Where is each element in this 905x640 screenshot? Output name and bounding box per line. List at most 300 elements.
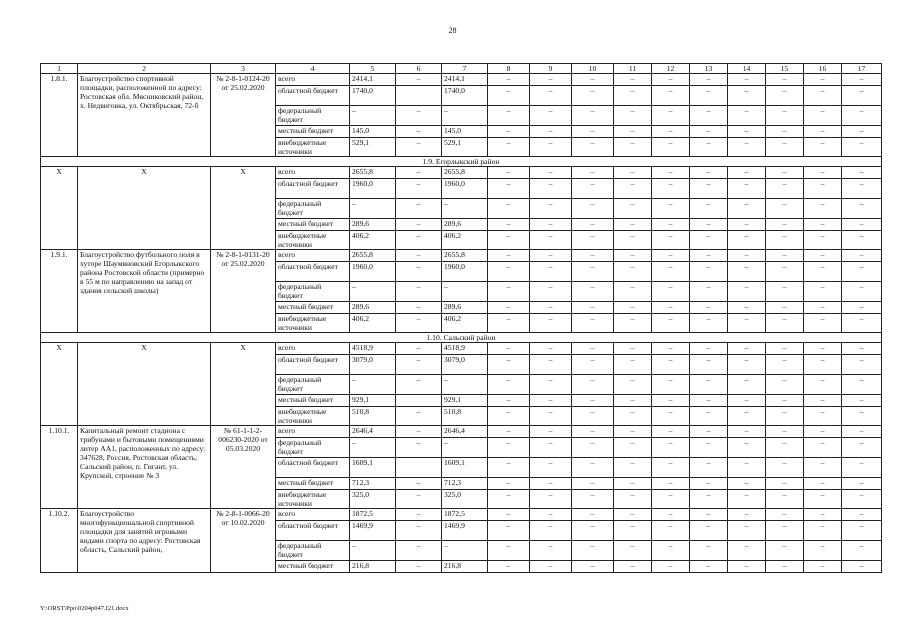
amount-c5: – (350, 541, 396, 561)
amount-c5: – (350, 375, 396, 395)
empty-dash-cell: – (804, 343, 842, 355)
amount-c6: – (396, 262, 442, 282)
empty-dash-cell: – (690, 490, 728, 509)
empty-dash-cell: – (652, 355, 690, 375)
amount-c6: – (396, 438, 442, 458)
empty-dash-cell: – (488, 343, 530, 355)
column-header-1: 1 (41, 64, 78, 74)
empty-dash-cell: – (614, 167, 652, 179)
amount-c6: – (396, 219, 442, 231)
empty-dash-cell: – (652, 74, 690, 86)
empty-dash-cell: – (728, 355, 766, 375)
empty-dash-cell: – (614, 126, 652, 138)
page-number: 28 (448, 26, 457, 35)
empty-dash-cell: – (766, 478, 804, 490)
empty-dash-cell: – (690, 199, 728, 219)
empty-dash-cell: – (614, 199, 652, 219)
amount-c5: 3079,0 (350, 355, 396, 375)
empty-dash-cell: – (690, 561, 728, 573)
section-header-row (41, 333, 882, 343)
amount-c7: – (442, 199, 488, 219)
empty-dash-cell: – (614, 458, 652, 478)
amount-c7: 289,6 (442, 302, 488, 314)
amount-c7: – (442, 282, 488, 302)
amount-c6: – (396, 302, 442, 314)
empty-dash-cell: – (488, 375, 530, 395)
column-header-12: 12 (652, 64, 690, 74)
empty-dash-cell: – (614, 138, 652, 157)
empty-dash-cell: – (690, 167, 728, 179)
item-number-cell: Х (41, 343, 78, 426)
amount-c7: 510,8 (442, 407, 488, 426)
empty-dash-cell: – (614, 231, 652, 250)
amount-c7: – (442, 375, 488, 395)
empty-dash-cell: – (572, 426, 614, 438)
amount-c6: – (396, 478, 442, 490)
empty-dash-cell: – (804, 302, 842, 314)
empty-dash-cell: – (572, 375, 614, 395)
table-row (41, 250, 882, 262)
column-header-16: 16 (804, 64, 842, 74)
empty-dash-cell: – (572, 490, 614, 509)
empty-dash-cell: – (842, 355, 882, 375)
empty-dash-cell: – (690, 521, 728, 541)
empty-dash-cell: – (842, 426, 882, 438)
column-header-3: 3 (211, 64, 276, 74)
empty-dash-cell: – (572, 509, 614, 521)
file-path-footer: Y:\ORST\Ppo\0204p047.f21.docx (40, 605, 129, 612)
empty-dash-cell: – (488, 521, 530, 541)
empty-dash-cell: – (572, 438, 614, 458)
empty-dash-cell: – (842, 438, 882, 458)
empty-dash-cell: – (728, 438, 766, 458)
empty-dash-cell: – (804, 407, 842, 426)
empty-dash-cell: – (842, 478, 882, 490)
funding-source-label: всего (276, 167, 350, 179)
empty-dash-cell: – (728, 458, 766, 478)
empty-dash-cell: – (842, 375, 882, 395)
section-title: 1.10. Сальский район (41, 333, 882, 343)
empty-dash-cell: – (728, 179, 766, 199)
empty-dash-cell: – (690, 478, 728, 490)
empty-dash-cell: – (804, 86, 842, 106)
empty-dash-cell: – (728, 490, 766, 509)
empty-dash-cell: – (728, 521, 766, 541)
empty-dash-cell: – (652, 179, 690, 199)
empty-dash-cell: – (804, 126, 842, 138)
empty-dash-cell: – (728, 199, 766, 219)
empty-dash-cell: – (530, 438, 572, 458)
table-body (41, 64, 882, 573)
table-row (41, 343, 882, 355)
empty-dash-cell: – (842, 106, 882, 126)
empty-dash-cell: – (614, 426, 652, 438)
funding-source-label: областной бюджет (276, 458, 350, 478)
empty-dash-cell: – (690, 343, 728, 355)
empty-dash-cell: – (804, 314, 842, 333)
item-number-cell: 1.10.1. (41, 426, 78, 509)
amount-c5: 1872,5 (350, 509, 396, 521)
empty-dash-cell: – (842, 395, 882, 407)
item-description-cell: Х (78, 167, 211, 250)
amount-c5: 2655,8 (350, 250, 396, 262)
amount-c6: – (396, 138, 442, 157)
column-header-7: 7 (442, 64, 488, 74)
document-number-cell: № 61-1-1-2-006230-2020 от 05.03.2020 (211, 426, 276, 509)
amount-c5: – (350, 282, 396, 302)
empty-dash-cell: – (842, 541, 882, 561)
empty-dash-cell: – (804, 282, 842, 302)
empty-dash-cell: – (614, 478, 652, 490)
empty-dash-cell: – (614, 282, 652, 302)
empty-dash-cell: – (766, 179, 804, 199)
column-number-header (41, 64, 882, 74)
column-header-6: 6 (396, 64, 442, 74)
empty-dash-cell: – (572, 407, 614, 426)
amount-c5: – (350, 438, 396, 458)
item-number-cell: 1.9.1. (41, 250, 78, 333)
funding-source-label: всего (276, 250, 350, 262)
empty-dash-cell: – (766, 314, 804, 333)
empty-dash-cell: – (766, 167, 804, 179)
empty-dash-cell: – (652, 490, 690, 509)
empty-dash-cell: – (488, 314, 530, 333)
empty-dash-cell: – (530, 509, 572, 521)
empty-dash-cell: – (842, 302, 882, 314)
empty-dash-cell: – (690, 74, 728, 86)
empty-dash-cell: – (804, 138, 842, 157)
empty-dash-cell: – (690, 262, 728, 282)
column-header-15: 15 (766, 64, 804, 74)
empty-dash-cell: – (530, 314, 572, 333)
empty-dash-cell: – (804, 426, 842, 438)
empty-dash-cell: – (488, 395, 530, 407)
empty-dash-cell: – (572, 282, 614, 302)
empty-dash-cell: – (652, 375, 690, 395)
amount-c7: 1469,9 (442, 521, 488, 541)
funding-source-label: внебюджетные источники (276, 490, 350, 509)
empty-dash-cell: – (766, 375, 804, 395)
empty-dash-cell: – (766, 395, 804, 407)
amount-c6: – (396, 314, 442, 333)
empty-dash-cell: – (804, 458, 842, 478)
empty-dash-cell: – (652, 219, 690, 231)
amount-c5: 929,1 (350, 395, 396, 407)
funding-source-label: местный бюджет (276, 395, 350, 407)
amount-c5: – (350, 106, 396, 126)
amount-c7: 3079,0 (442, 355, 488, 375)
empty-dash-cell: – (728, 426, 766, 438)
empty-dash-cell: – (766, 561, 804, 573)
empty-dash-cell: – (530, 375, 572, 395)
empty-dash-cell: – (530, 407, 572, 426)
empty-dash-cell: – (766, 490, 804, 509)
empty-dash-cell: – (804, 478, 842, 490)
empty-dash-cell: – (652, 86, 690, 106)
amount-c7: 1960,0 (442, 262, 488, 282)
empty-dash-cell: – (488, 167, 530, 179)
empty-dash-cell: – (728, 86, 766, 106)
amount-c5: 406,2 (350, 231, 396, 250)
empty-dash-cell: – (766, 74, 804, 86)
empty-dash-cell: – (690, 179, 728, 199)
empty-dash-cell: – (572, 179, 614, 199)
empty-dash-cell: – (766, 438, 804, 458)
document-number-cell: № 2-8-1-0124-20 от 25.02.2020 (211, 74, 276, 157)
empty-dash-cell: – (572, 126, 614, 138)
empty-dash-cell: – (614, 74, 652, 86)
column-header-8: 8 (488, 64, 530, 74)
empty-dash-cell: – (728, 106, 766, 126)
empty-dash-cell: – (572, 458, 614, 478)
amount-c6: – (396, 106, 442, 126)
amount-c5: 289,6 (350, 219, 396, 231)
amount-c5: 1740,0 (350, 86, 396, 106)
empty-dash-cell: – (652, 199, 690, 219)
amount-c5: 2655,8 (350, 167, 396, 179)
empty-dash-cell: – (652, 126, 690, 138)
funding-source-label: федеральный бюджет (276, 106, 350, 126)
funding-source-label: местный бюджет (276, 302, 350, 314)
empty-dash-cell: – (530, 250, 572, 262)
column-header-10: 10 (572, 64, 614, 74)
column-header-17: 17 (842, 64, 882, 74)
amount-c6: – (396, 375, 442, 395)
empty-dash-cell: – (728, 126, 766, 138)
empty-dash-cell: – (572, 231, 614, 250)
empty-dash-cell: – (530, 355, 572, 375)
amount-c7: 216,8 (442, 561, 488, 573)
empty-dash-cell: – (530, 74, 572, 86)
empty-dash-cell: – (842, 199, 882, 219)
amount-c7: – (442, 438, 488, 458)
budget-table (40, 63, 882, 573)
empty-dash-cell: – (488, 179, 530, 199)
empty-dash-cell: – (842, 179, 882, 199)
empty-dash-cell: – (842, 521, 882, 541)
table-row (41, 426, 882, 438)
empty-dash-cell: – (804, 262, 842, 282)
amount-c5: 1609,1 (350, 458, 396, 478)
empty-dash-cell: – (766, 106, 804, 126)
empty-dash-cell: – (690, 302, 728, 314)
empty-dash-cell: – (530, 426, 572, 438)
document-number-cell: Х (211, 343, 276, 426)
empty-dash-cell: – (842, 343, 882, 355)
amount-c5: 216,8 (350, 561, 396, 573)
empty-dash-cell: – (614, 375, 652, 395)
empty-dash-cell: – (842, 231, 882, 250)
item-description-cell: Капитальный ремонт стадиона с трибунами и бытовыми помещениями литер АА1, расположенных по адресу: 347628, Россия, Ростовская область, Сальский район, п. Гигант, ул. Крупской, строение № 3 (78, 426, 211, 509)
empty-dash-cell: – (728, 167, 766, 179)
amount-c5: – (350, 199, 396, 219)
empty-dash-cell: – (614, 407, 652, 426)
empty-dash-cell: – (530, 458, 572, 478)
column-header-13: 13 (690, 64, 728, 74)
empty-dash-cell: – (572, 219, 614, 231)
empty-dash-cell: – (652, 541, 690, 561)
empty-dash-cell: – (766, 231, 804, 250)
empty-dash-cell: – (572, 74, 614, 86)
empty-dash-cell: – (842, 219, 882, 231)
empty-dash-cell: – (488, 231, 530, 250)
amount-c7: 1740,0 (442, 86, 488, 106)
amount-c6: – (396, 250, 442, 262)
empty-dash-cell: – (766, 302, 804, 314)
empty-dash-cell: – (572, 561, 614, 573)
empty-dash-cell: – (488, 126, 530, 138)
empty-dash-cell: – (572, 167, 614, 179)
empty-dash-cell: – (842, 509, 882, 521)
amount-c7: 2414,1 (442, 74, 488, 86)
empty-dash-cell: – (652, 395, 690, 407)
empty-dash-cell: – (690, 541, 728, 561)
funding-source-label: федеральный бюджет (276, 375, 350, 395)
empty-dash-cell: – (766, 86, 804, 106)
item-number-cell: 1.10.2. (41, 509, 78, 573)
empty-dash-cell: – (530, 395, 572, 407)
empty-dash-cell: – (488, 407, 530, 426)
amount-c6: – (396, 509, 442, 521)
empty-dash-cell: – (728, 302, 766, 314)
empty-dash-cell: – (614, 250, 652, 262)
funding-source-label: федеральный бюджет (276, 282, 350, 302)
empty-dash-cell: – (766, 126, 804, 138)
empty-dash-cell: – (842, 458, 882, 478)
amount-c6 (396, 86, 442, 106)
empty-dash-cell: – (690, 458, 728, 478)
empty-dash-cell: – (728, 74, 766, 86)
amount-c5: 2414,1 (350, 74, 396, 86)
empty-dash-cell: – (572, 86, 614, 106)
funding-source-label: местный бюджет (276, 219, 350, 231)
empty-dash-cell: – (728, 561, 766, 573)
column-header-2: 2 (78, 64, 211, 74)
empty-dash-cell: – (804, 179, 842, 199)
empty-dash-cell: – (842, 262, 882, 282)
empty-dash-cell: – (614, 314, 652, 333)
empty-dash-cell: – (488, 426, 530, 438)
empty-dash-cell: – (614, 561, 652, 573)
funding-source-label: местный бюджет (276, 478, 350, 490)
item-number-cell: 1.8.1. (41, 74, 78, 157)
amount-c6: – (396, 231, 442, 250)
empty-dash-cell: – (804, 395, 842, 407)
empty-dash-cell: – (804, 490, 842, 509)
empty-dash-cell: – (766, 407, 804, 426)
empty-dash-cell: – (488, 302, 530, 314)
empty-dash-cell: – (728, 509, 766, 521)
empty-dash-cell: – (728, 343, 766, 355)
item-description-cell: Благоустройство спортивной площадки, расположенной по адресу: Ростовская обл. Мясниковский район, х. Недвиговка, ул. Октябрьская, 72-б (78, 74, 211, 157)
empty-dash-cell: – (728, 250, 766, 262)
amount-c6: – (396, 426, 442, 438)
empty-dash-cell: – (652, 561, 690, 573)
empty-dash-cell: – (652, 302, 690, 314)
empty-dash-cell: – (488, 438, 530, 458)
amount-c7: 2646,4 (442, 426, 488, 438)
empty-dash-cell: – (572, 355, 614, 375)
empty-dash-cell: – (842, 167, 882, 179)
empty-dash-cell: – (842, 282, 882, 302)
column-header-14: 14 (728, 64, 766, 74)
empty-dash-cell: – (766, 343, 804, 355)
empty-dash-cell: – (530, 478, 572, 490)
empty-dash-cell: – (766, 458, 804, 478)
empty-dash-cell: – (842, 407, 882, 426)
amount-c6: – (396, 282, 442, 302)
empty-dash-cell: – (572, 302, 614, 314)
amount-c6: – (396, 541, 442, 561)
empty-dash-cell: – (530, 179, 572, 199)
amount-c6: – (396, 521, 442, 541)
empty-dash-cell: – (614, 395, 652, 407)
amount-c7: 2655,8 (442, 167, 488, 179)
empty-dash-cell: – (804, 521, 842, 541)
empty-dash-cell: – (530, 561, 572, 573)
empty-dash-cell: – (530, 219, 572, 231)
empty-dash-cell: – (652, 521, 690, 541)
empty-dash-cell: – (652, 426, 690, 438)
empty-dash-cell: – (652, 231, 690, 250)
empty-dash-cell: – (804, 561, 842, 573)
empty-dash-cell: – (728, 282, 766, 302)
empty-dash-cell: – (690, 407, 728, 426)
empty-dash-cell: – (652, 343, 690, 355)
funding-source-label: областной бюджет (276, 179, 350, 199)
amount-c7: 2655,8 (442, 250, 488, 262)
amount-c5: 145,0 (350, 126, 396, 138)
empty-dash-cell: – (488, 86, 530, 106)
amount-c7: 145,0 (442, 126, 488, 138)
empty-dash-cell: – (572, 262, 614, 282)
column-header-9: 9 (530, 64, 572, 74)
amount-c6 (396, 458, 442, 478)
empty-dash-cell: – (488, 250, 530, 262)
funding-source-label: областной бюджет (276, 355, 350, 375)
empty-dash-cell: – (766, 355, 804, 375)
empty-dash-cell: – (690, 126, 728, 138)
amount-c5: 2646,4 (350, 426, 396, 438)
empty-dash-cell: – (530, 231, 572, 250)
item-number-cell: Х (41, 167, 78, 250)
amount-c6: – (396, 126, 442, 138)
empty-dash-cell: – (652, 478, 690, 490)
empty-dash-cell: – (804, 541, 842, 561)
empty-dash-cell: – (614, 509, 652, 521)
amount-c6: – (396, 167, 442, 179)
amount-c5: 712,3 (350, 478, 396, 490)
empty-dash-cell: – (652, 250, 690, 262)
empty-dash-cell: – (728, 478, 766, 490)
empty-dash-cell: – (804, 250, 842, 262)
empty-dash-cell: – (614, 343, 652, 355)
empty-dash-cell: – (690, 231, 728, 250)
empty-dash-cell: – (842, 86, 882, 106)
empty-dash-cell: – (652, 262, 690, 282)
funding-source-label: внебюджетные источники (276, 231, 350, 250)
empty-dash-cell: – (652, 509, 690, 521)
item-description-cell: Х (78, 343, 211, 426)
amount-c5: 529,1 (350, 138, 396, 157)
empty-dash-cell: – (728, 231, 766, 250)
empty-dash-cell: – (614, 86, 652, 106)
empty-dash-cell: – (614, 106, 652, 126)
empty-dash-cell: – (690, 426, 728, 438)
empty-dash-cell: – (804, 106, 842, 126)
empty-dash-cell: – (530, 541, 572, 561)
empty-dash-cell: – (530, 521, 572, 541)
